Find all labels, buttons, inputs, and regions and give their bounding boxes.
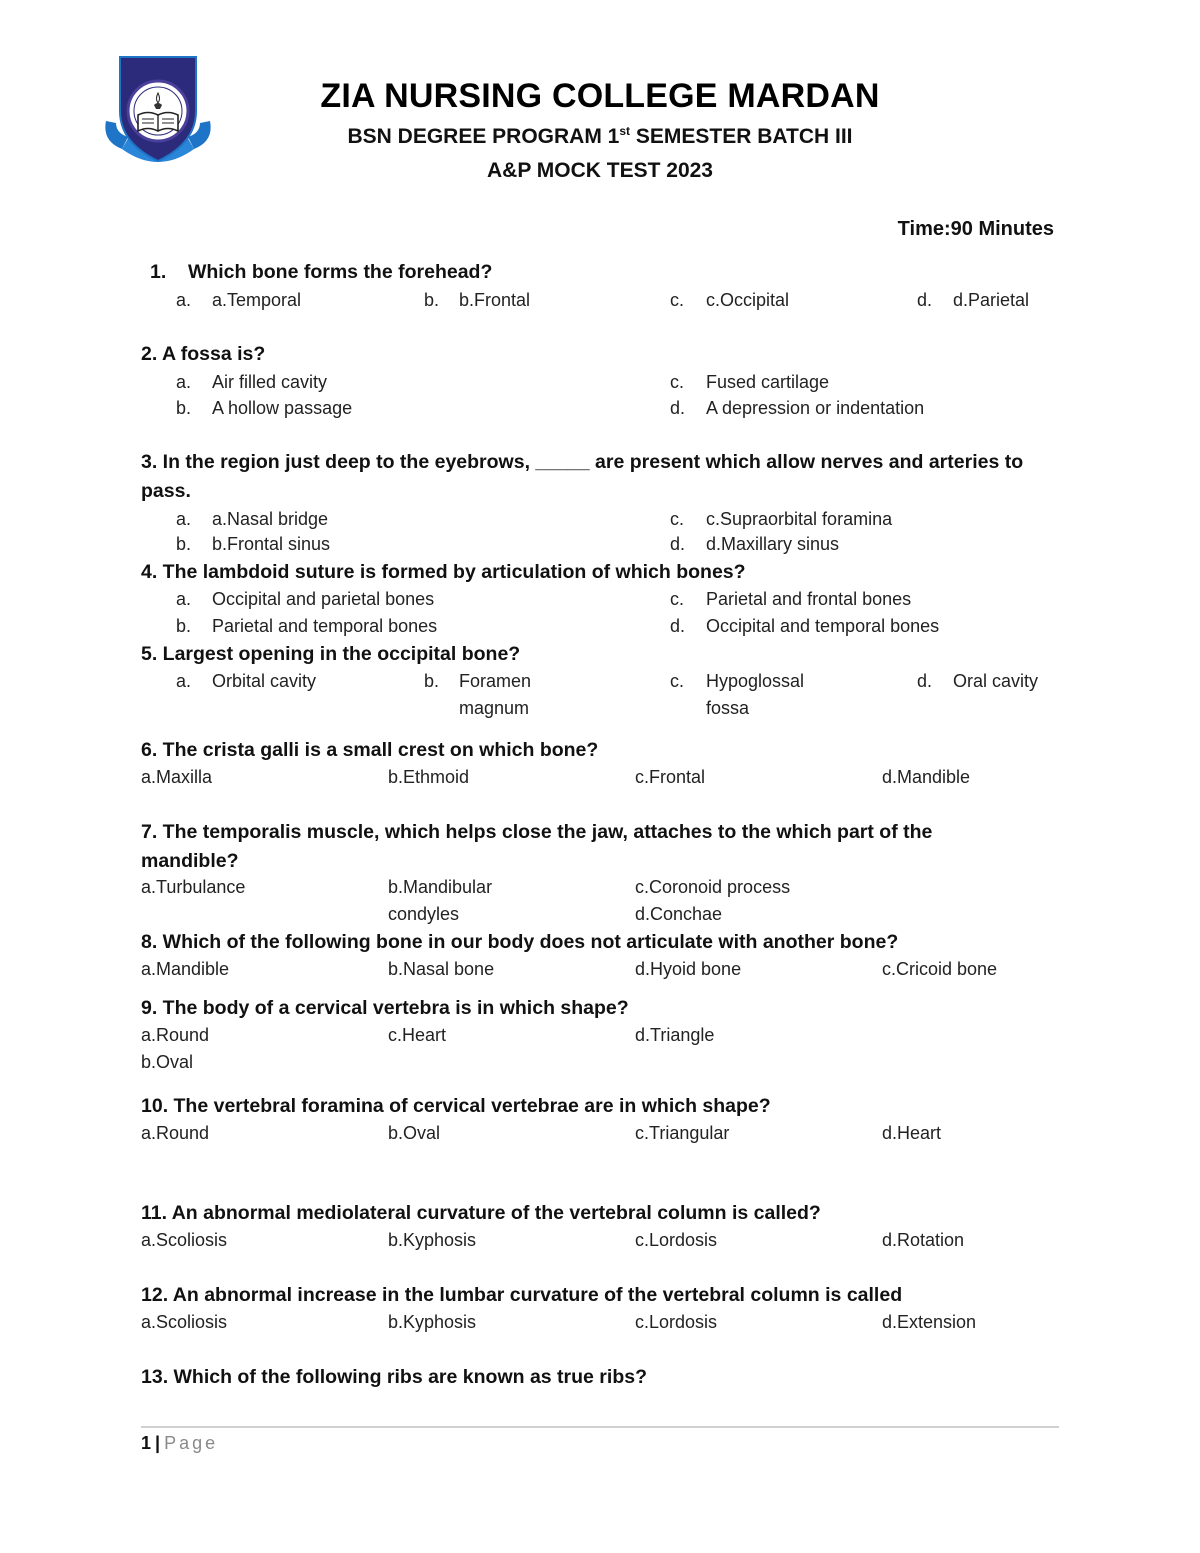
option-c: Parietal and frontal bones: [706, 589, 912, 609]
option-letter: b.: [176, 534, 192, 554]
test-title: A&P MOCK TEST 2023: [486, 159, 713, 182]
option-b: A hollow passage: [212, 398, 353, 418]
option-c: Fused cartilage: [706, 372, 830, 392]
option-c: c.Supraorbital foramina: [706, 509, 893, 529]
option-b: b.Kyphosis: [388, 1230, 477, 1250]
option-d: Occipital and temporal bones: [706, 616, 940, 636]
page-footer: [141, 1433, 218, 1454]
option-letter: c.: [670, 671, 685, 691]
question-7: 7. The temporalis muscle, which helps close the jaw, attaches to the which part of the mandible?: [141, 821, 933, 872]
option-c: c.Frontal: [635, 767, 706, 787]
option-a: Air filled cavity: [212, 372, 328, 392]
option-a: a.Maxilla: [141, 767, 213, 787]
question-9: 9. The body of a cervical vertebra is in which shape?: [141, 997, 629, 1019]
option-b: b.Oval: [141, 1052, 194, 1072]
question-6: 6. The crista galli is a small crest on which bone?: [141, 739, 599, 761]
option-a: a.Mandible: [141, 959, 230, 979]
page-number: 1: [141, 1433, 152, 1453]
option-letter: a.: [176, 589, 192, 609]
option-c: c.Lordosis: [635, 1230, 718, 1250]
question-1: [150, 258, 492, 287]
option-a: a.Nasal bridge: [212, 509, 329, 529]
option-d: d.Conchae: [635, 904, 723, 924]
option-letter: c.: [670, 372, 685, 392]
option-letter: a.: [176, 509, 192, 529]
option-d: d.Hyoid bone: [635, 959, 742, 979]
option-a: Occipital and parietal bones: [212, 589, 435, 609]
option-d: d.Rotation: [882, 1230, 965, 1250]
option-letter: a.: [176, 671, 192, 691]
option-d: d.Parietal: [953, 290, 1030, 310]
option-d: Oral cavity: [953, 671, 1039, 691]
option-letter: b.: [176, 616, 192, 636]
option-letter: d.: [917, 290, 933, 310]
option-a: a.Scoliosis: [141, 1230, 228, 1250]
option-letter: b.: [424, 290, 440, 310]
option-letter: d.: [670, 616, 686, 636]
option-b: b.Kyphosis: [388, 1312, 477, 1332]
option-letter: c.: [670, 509, 685, 529]
option-b: b.Nasal bone: [388, 959, 495, 979]
option-d: d.Maxillary sinus: [706, 534, 840, 554]
option-c: c.Lordosis: [635, 1312, 718, 1332]
college-name: ZIA NURSING COLLEGE MARDAN: [320, 77, 880, 115]
option-c: c.Triangular: [635, 1123, 730, 1143]
question-13: 13. Which of the following ribs are known as true ribs?: [141, 1366, 647, 1388]
option-a: Orbital cavity: [212, 671, 317, 691]
question-8: 8. Which of the following bone in our body does not articulate with another bone?: [141, 931, 899, 953]
option-d: d.Heart: [882, 1123, 942, 1143]
question-11: 11. An abnormal mediolateral curvature of the vertebral column is called?: [141, 1202, 821, 1224]
option-b: b.Frontal: [459, 290, 531, 310]
option-a: a.Round: [141, 1025, 210, 1045]
college-logo: [98, 53, 218, 171]
option-b: b.Ethmoid: [388, 767, 470, 787]
footer-separator: |: [155, 1433, 161, 1453]
option-d: d.Triangle: [635, 1025, 715, 1045]
option-c: c.Cricoid bone: [882, 959, 998, 979]
option-c: Hypoglossal fossa: [706, 671, 805, 718]
program-title: [240, 125, 960, 149]
option-a: a.Round: [141, 1123, 210, 1143]
option-letter: d.: [670, 398, 686, 418]
question-number: 1.: [150, 261, 167, 283]
option-c: c.Heart: [388, 1025, 447, 1045]
page-label: Page: [164, 1433, 219, 1453]
option-b: b.Frontal sinus: [212, 534, 331, 554]
option-b: Parietal and temporal bones: [212, 616, 438, 636]
question-5: 5. Largest opening in the occipital bone?: [141, 643, 521, 665]
option-d: d.Extension: [882, 1312, 977, 1332]
option-a: a.Turbulance: [141, 877, 246, 897]
program-title-superscript: st: [619, 124, 631, 138]
question-12: 12. An abnormal increase in the lumbar curvature of the vertebral column is called: [141, 1284, 903, 1306]
option-b: b.Oval: [388, 1123, 441, 1143]
option-d: A depression or indentation: [706, 398, 925, 418]
option-letter: b.: [176, 398, 192, 418]
option-letter: b.: [424, 671, 440, 691]
question-text: Which bone forms the forehead?: [187, 261, 493, 283]
option-letter: c.: [670, 589, 685, 609]
time-allowed: Time:90 Minutes: [897, 218, 1054, 240]
question-4: 4. The lambdoid suture is formed by articulation of which bones?: [141, 561, 746, 583]
option-letter: a.: [176, 372, 192, 392]
option-a: a.Temporal: [212, 290, 302, 310]
option-letter: d.: [917, 671, 933, 691]
question-10: 10. The vertebral foramina of cervical vertebrae are in which shape?: [141, 1095, 771, 1117]
question-2: 2. A fossa is?: [141, 343, 266, 365]
footer-divider: [141, 1426, 1059, 1428]
option-letter: d.: [670, 534, 686, 554]
question-3: 3. In the region just deep to the eyebrows, _____ are present which allow nerves and arteries to pass.: [141, 451, 1024, 502]
option-c: c.Coronoid process: [635, 877, 791, 897]
option-b: b.Mandibular condyles: [388, 877, 493, 924]
option-d: d.Mandible: [882, 767, 971, 787]
option-letter: a.: [176, 290, 192, 310]
program-title-start: BSN DEGREE PROGRAM 1: [347, 125, 620, 148]
option-letter: c.: [670, 290, 685, 310]
option-b: Foramen magnum: [459, 671, 532, 718]
option-a: a.Scoliosis: [141, 1312, 228, 1332]
option-c: c.Occipital: [706, 290, 790, 310]
program-title-end: SEMESTER BATCH III: [630, 125, 853, 148]
